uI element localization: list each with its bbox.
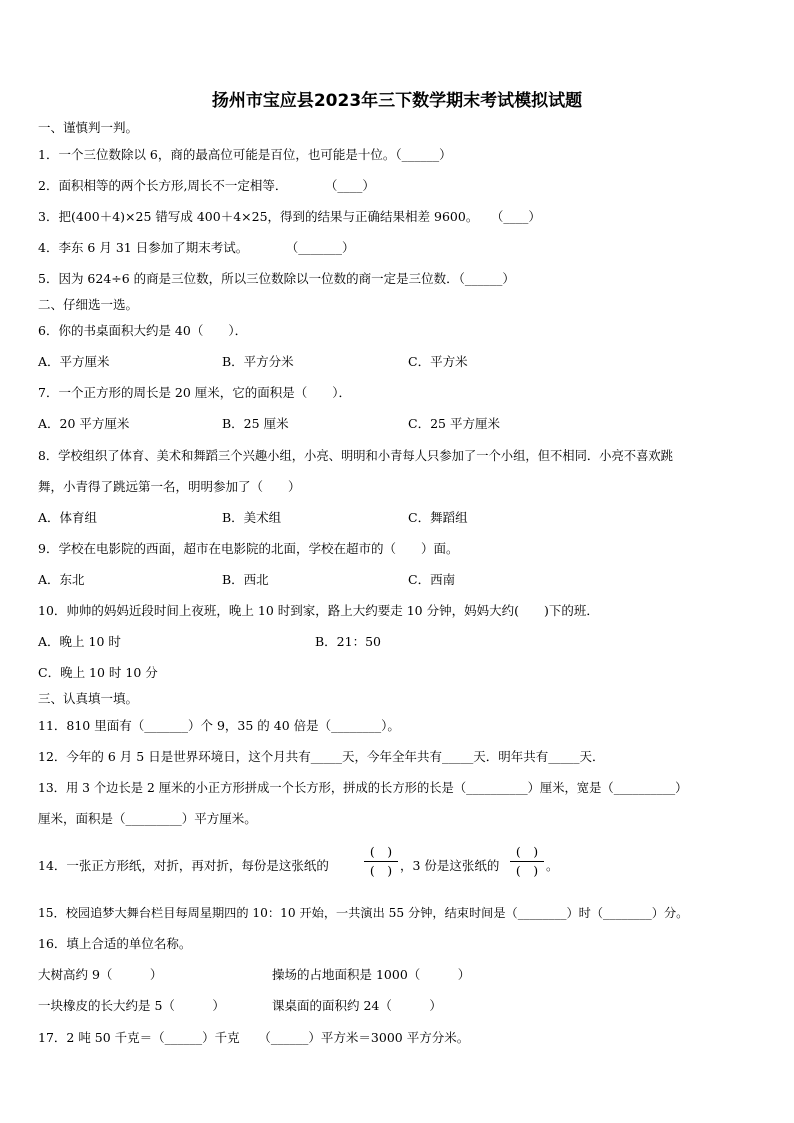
option-a: A．平方厘米 bbox=[38, 354, 110, 369]
question-9: 9．学校在电影院的西面，超市在电影院的北面，学校在超市的（ ）面。 bbox=[38, 541, 459, 556]
fraction-bar bbox=[364, 861, 398, 862]
question-16-item: 大树高约 9（ ） bbox=[38, 967, 163, 982]
question-2: 2．面积相等的两个长方形,周长不一定相等． （____） bbox=[38, 178, 375, 193]
option-b: B．21：50 bbox=[315, 634, 381, 649]
fraction-denominator: ( ) bbox=[369, 863, 393, 878]
page-title: 扬州市宝应县2023年三下数学期末考试模拟试题 bbox=[211, 91, 583, 111]
question-16-item: 课桌面的面积约 24（ ） bbox=[272, 998, 442, 1013]
question-15: 15．校园追梦大舞台栏目每周星期四的 10：10 开始，一共演出 55 分钟，结束时间是（________）时（________）分。 bbox=[38, 906, 689, 920]
question-14-text-a: 14．一张正方形纸，对折，再对折，每份是这张纸的 bbox=[38, 858, 329, 873]
option-c: C．西南 bbox=[408, 572, 456, 587]
option-b: B．西北 bbox=[222, 572, 269, 587]
question-13-cont: 厘米，面积是（_________）平方厘米。 bbox=[38, 811, 257, 826]
question-14-text-c: 。 bbox=[546, 858, 559, 873]
question-7: 7．一个正方形的周长是 20 厘米，它的面积是（ ）． bbox=[38, 385, 352, 400]
option-a: A．20 平方厘米 bbox=[38, 416, 130, 431]
question-13: 13．用 3 个边长是 2 厘米的小正方形拼成一个长方形，拼成的长方形的长是（__________）厘米，宽是（__________） bbox=[38, 781, 688, 795]
option-b: B．平方分米 bbox=[222, 354, 294, 369]
question-8-cont: 舞，小青得了跳远第一名，明明参加了（ ） bbox=[38, 479, 301, 494]
fraction-numerator: ( ) bbox=[369, 844, 393, 859]
section-heading: 三、认真填一填。 bbox=[38, 691, 139, 706]
question-16: 16．填上合适的单位名称。 bbox=[38, 936, 192, 951]
question-8: 8．学校组织了体育、美术和舞蹈三个兴趣小组，小亮、明明和小青每人只参加了一个小组，但不相同．小亮不喜欢跳 bbox=[38, 449, 673, 463]
option-c: C．舞蹈组 bbox=[408, 510, 468, 525]
section-heading: 一、谨慎判一判。 bbox=[38, 120, 139, 135]
question-14 bbox=[38, 858, 329, 874]
fraction-bar bbox=[510, 861, 544, 862]
question-10: 10．帅帅的妈妈近段时间上夜班，晚上 10 时到家，路上大约要走 10 分钟，妈妈大约( )下的班． bbox=[38, 603, 599, 618]
fraction-numerator: ( ) bbox=[515, 844, 539, 859]
option-b: B．25 厘米 bbox=[222, 416, 289, 431]
question-11: 11．810 里面有（_______）个 9，35 的 40 倍是（________）。 bbox=[38, 718, 400, 733]
question-16-item: 操场的占地面积是 1000（ ） bbox=[272, 967, 471, 982]
option-a: A．晚上 10 时 bbox=[38, 634, 121, 649]
question-17: 17．2 吨 50 千克＝（______）千克 （______）平方米＝3000 平方分米。 bbox=[38, 1030, 470, 1045]
question-3: 3．把(400＋4)×25 错写成 400＋4×25，得到的结果与正确结果相差 9600。 （____） bbox=[38, 209, 541, 224]
question-4: 4．李东 6 月 31 日参加了期末考试。 （_______） bbox=[38, 240, 355, 255]
option-c: C．晚上 10 时 10 分 bbox=[38, 665, 158, 680]
question-1: 1．一个三位数除以 6，商的最高位可能是百位，也可能是十位。（______） bbox=[38, 147, 452, 162]
option-a: A．体育组 bbox=[38, 510, 98, 525]
question-6: 6．你的书桌面积大约是 40（ ）． bbox=[38, 323, 248, 338]
option-c: C．平方米 bbox=[408, 354, 468, 369]
fraction-blank bbox=[510, 845, 544, 878]
option-a: A．东北 bbox=[38, 572, 85, 587]
option-b: B．美术组 bbox=[222, 510, 282, 525]
question-12: 12．今年的 6 月 5 日是世界环境日，这个月共有_____天，今年全年共有_____天．明年共有_____天． bbox=[38, 749, 605, 764]
question-16-item: 一块橡皮的长大约是 5（ ） bbox=[38, 998, 225, 1013]
option-c: C．25 平方厘米 bbox=[408, 416, 500, 431]
question-5: 5．因为 624÷6 的商是三位数，所以三位数除以一位数的商一定是三位数．（______） bbox=[38, 271, 515, 286]
question-14-text-b: ，3 份是这张纸的 bbox=[400, 858, 500, 873]
fraction-denominator: ( ) bbox=[515, 863, 539, 878]
section-heading: 二、仔细选一选。 bbox=[38, 297, 139, 312]
fraction-blank bbox=[364, 845, 398, 878]
